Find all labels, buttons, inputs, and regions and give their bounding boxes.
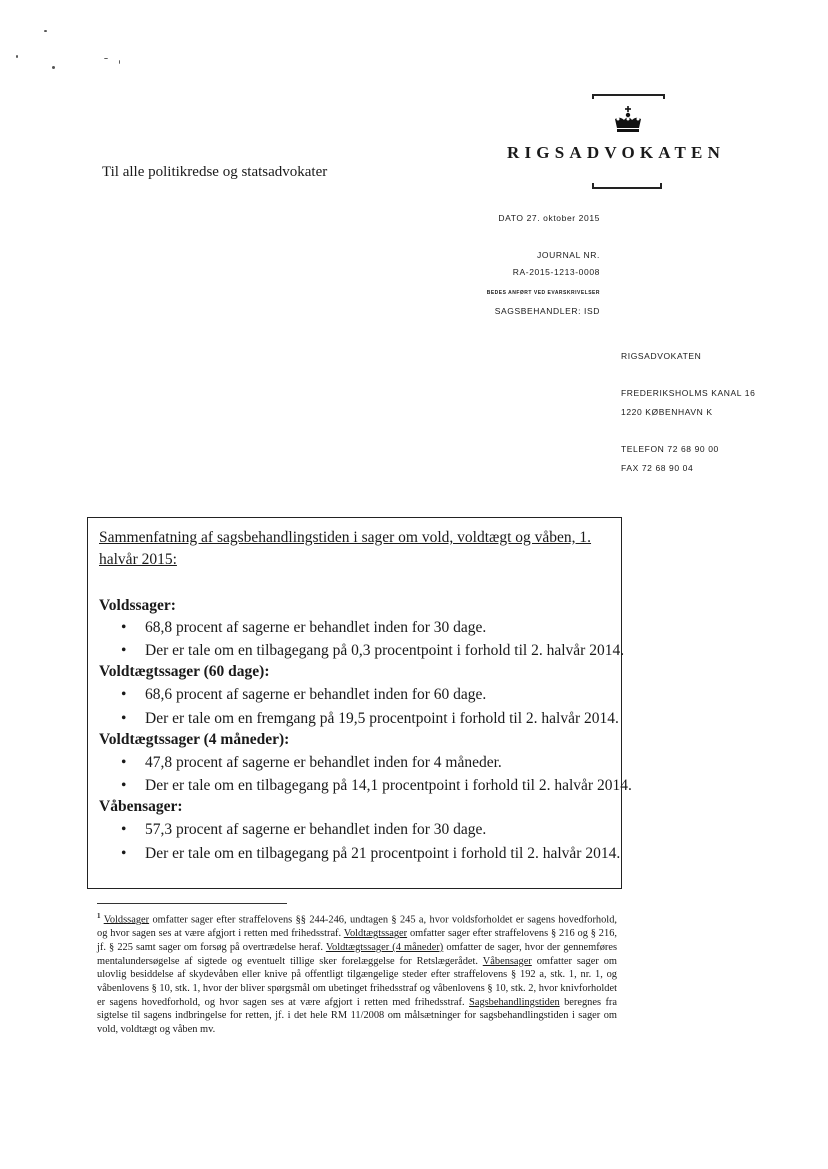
bullet-icon: • [121, 686, 127, 703]
bullet-icon: • [121, 821, 127, 838]
address-city: 1220 KØBENHAVN K [621, 407, 713, 417]
footnote-text: omfatter de sager, hvor der gennemføres mentalundersøgelse af sigtede og eventuelt tillige sker forelæggelse for Retslægerådet. [97, 941, 618, 967]
list-item [121, 686, 486, 704]
bullet-icon: • [121, 710, 127, 727]
footnote-text: omfatter sager efter straffelovens §§ 244-246, undtagen § 245 a, hvor voldsforholdet er sagens hovedforhold, og hvor sagen ses at være afgjort i retten med frihedsstraf. [97, 914, 617, 940]
section-heading: Voldtægtssager (60 dage): [99, 663, 270, 680]
bullet-icon: • [121, 754, 127, 771]
footnote-term: Voldssager [103, 914, 150, 926]
footnote-marker: 1 [97, 912, 101, 920]
bullet-icon: • [121, 845, 127, 862]
list-item-text: 47,8 procent af sagerne er behandlet inden for 4 måneder. [145, 754, 502, 771]
footnote-text: beregnes fra sigtelse til sagens indbringelse for retten, jf. i det hele RM 11/2008 om målsætninger for sagsbehandlingstiden i sager om vold, voldtægt og våben mv. [97, 996, 618, 1036]
list-item [121, 821, 486, 839]
scan-speck [52, 66, 55, 69]
scan-speck [44, 30, 47, 32]
section-heading: Våbensager: [99, 798, 183, 815]
list-item [121, 754, 502, 772]
list-item [121, 642, 624, 660]
list-item-text: Der er tale om en tilbagegang på 21 procentpoint i forhold til 2. halvår 2014. [145, 845, 621, 862]
scan-speck [104, 58, 108, 59]
section-heading: Voldssager: [99, 597, 176, 614]
bullet-icon: • [121, 619, 127, 636]
journal-label: JOURNAL NR. [537, 250, 600, 260]
address-street: FREDERIKSHOLMS KANAL 16 [621, 388, 756, 398]
list-item [121, 619, 486, 637]
address-name: RIGSADVOKATEN [621, 351, 702, 361]
date-line: DATO 27. oktober 2015 [498, 213, 600, 223]
footnote-text: omfatter sager efter straffelovens § 216 og § 216, jf. § 225 samt sager om forsøg på overtrædelse heraf. [97, 928, 617, 953]
scan-speck [16, 55, 18, 58]
org-name: RIGSADVOKATEN [507, 143, 726, 162]
bullet-icon: • [121, 642, 127, 659]
list-item-text: 68,8 procent af sagerne er behandlet inden for 30 dage. [145, 619, 487, 636]
footnote [97, 910, 617, 1037]
summary-title: Sammenfatning af sagsbehandlingstiden i sager om vold, voldtægt og våben, 1. halvår 2015: [99, 529, 592, 568]
address-fax: FAX 72 68 90 04 [621, 463, 694, 473]
list-item-text: Der er tale om en fremgang på 19,5 procentpoint i forhold til 2. halvår 2014. [145, 710, 619, 727]
footnote-text: omfatter sager om ulovlig besiddelse af skydevåben eller knive på offentligt tilgængelige steder efter straffelovens § 192 a, stk. 1, nr. 1, og våbenlovens § 10, stk. 1, hvor der bliver spørgsmål om ubetinget frihedsstraf og våbenlovens § 10, stk. 2, hvor knivforholdet er sagens hovedforhold, og hvor sagen ses at være afgjort i retten med frihedsstraf. [97, 955, 617, 1008]
section-heading: Voldtægtssager (4 måneder): [99, 731, 290, 748]
list-item-text: Der er tale om en tilbagegang på 0,3 procentpoint i forhold til 2. halvår 2014. [145, 642, 625, 659]
logo-top-rule [592, 94, 665, 96]
footnote-rule [97, 903, 287, 904]
list-item-text: 68,6 procent af sagerne er behandlet inden for 60 dage. [145, 686, 487, 703]
bullet-icon: • [121, 777, 127, 794]
footnote-term: Sagsbehandlingstiden [469, 996, 560, 1008]
footnote-term: Voldtægtssager (4 måneder) [325, 941, 444, 953]
list-item [121, 710, 619, 728]
cite-note: BEDES ANFØRT VED EVARSKRIVELSER [486, 290, 600, 296]
journal-number: RA-2015-1213-0008 [512, 267, 600, 277]
caseworker: SAGSBEHANDLER: ISD [494, 306, 600, 316]
address-phone: TELEFON 72 68 90 00 [621, 444, 719, 454]
recipient: Til alle politikredse og statsadvokater [102, 164, 328, 180]
footnote-term: Voldtægtssager [343, 928, 408, 940]
logo-bottom-rule [592, 187, 662, 189]
footnote-term: Våbensager [482, 955, 532, 967]
list-item [121, 777, 632, 795]
summary-box [87, 517, 632, 889]
list-item [121, 845, 620, 863]
scan-speck [119, 60, 120, 64]
list-item-text: 57,3 procent af sagerne er behandlet inden for 30 dage. [145, 821, 487, 838]
crown-icon [612, 105, 644, 135]
list-item-text: Der er tale om en tilbagegang på 14,1 procentpoint i forhold til 2. halvår 2014. [145, 777, 632, 794]
